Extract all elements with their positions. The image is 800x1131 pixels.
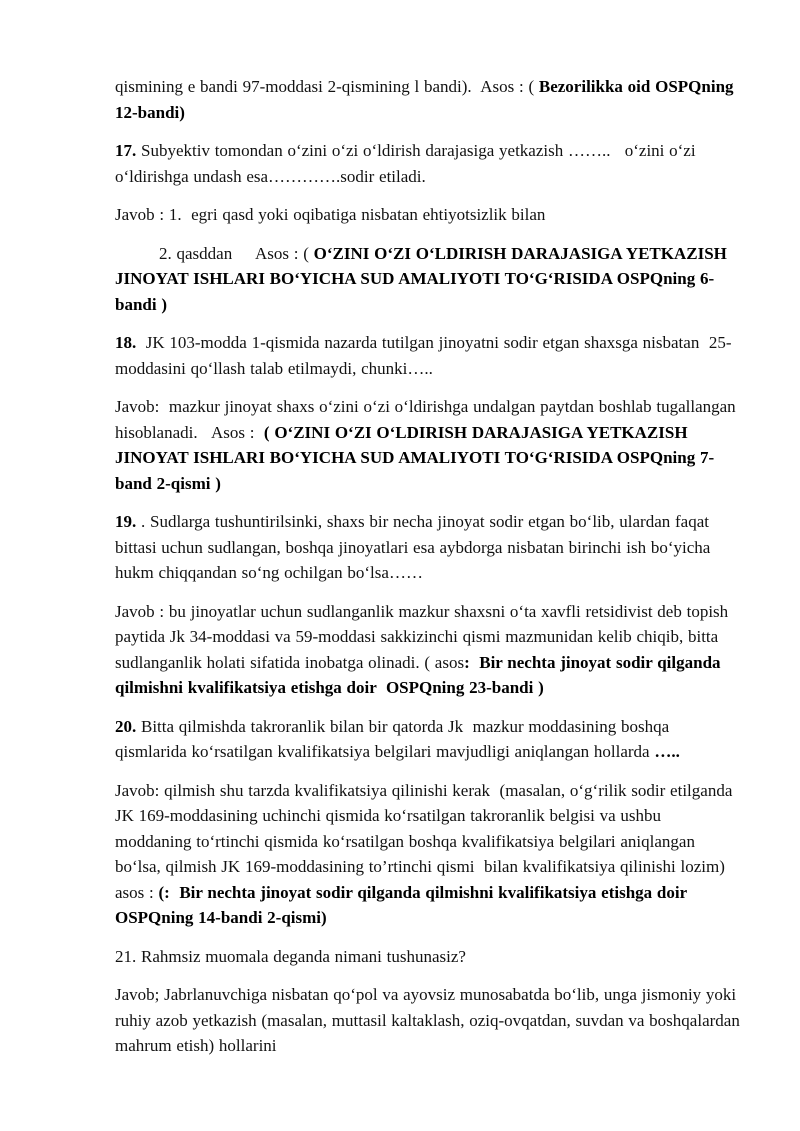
bold-text-run: 18.	[115, 333, 137, 352]
text-run: JK 103-modda 1-qismida nazarda tutilgan jinoyatni sodir etgan shaxsga nisbatan 25-moddasini qo‘llash talab etilmaydi, chunki…..	[115, 333, 732, 378]
text-run: Javob: qilmish shu tarzda kvalifikatsiya qilinishi kerak (masalan, o‘g‘rilik sodir etilganda JK 169-moddasining uchinchi qismida ko‘rsatilgan takroranlik belgisi va ushbu moddaning to‘rtinchi qismida ko‘rsatilgan boshqa kvalifikatsiya belgilari aniqlangan bo‘lsa, qilmish JK 169-moddasining to’rtinchi qismi bilan kvalifikatsiya qilinishi lozim) asos :	[115, 780, 738, 902]
paragraph-1	[115, 74, 740, 125]
paragraph-3	[115, 202, 740, 228]
paragraph-5	[115, 330, 740, 381]
bold-text-run: O‘ZINI O‘ZI O‘LDIRISH DARAJASIGA YETKAZISH JINOYAT ISHLARI BO‘YICHA SUD AMALIYOTI TO‘G‘RISIDA OSPQning 6-bandi )	[115, 243, 732, 314]
paragraph-10	[115, 778, 740, 931]
bold-text-run: 19.	[115, 512, 137, 531]
bold-text-run: …..	[654, 742, 680, 761]
paragraph-6	[115, 394, 740, 496]
paragraph-2	[115, 138, 740, 189]
paragraph-9	[115, 714, 740, 765]
bold-text-run: : Bir nechta jinoyat sodir qilganda qilmishni kvalifikatsiya etishga doir OSPQning 23-bandi )	[115, 652, 726, 697]
paragraph-8	[115, 599, 740, 701]
text-run: Javob: mazkur jinoyat shaxs o‘zini o‘zi o‘ldirishga undalgan paytdan boshlab tugallangan hisoblanadi. Asos :	[115, 397, 741, 442]
document-content	[115, 74, 745, 1059]
text-run: Bitta qilmishda takroranlik bilan bir qatorda Jk mazkur moddasining boshqa qismlarida ko‘rsatilgan kvalifikatsiya belgilari mavjudligi aniqlangan hollarda	[115, 716, 674, 761]
bold-text-run: 20.	[115, 716, 137, 736]
text-run: 2. qasddan Asos : (	[159, 243, 314, 263]
paragraph-11	[115, 944, 740, 970]
text-run: . Sudlarga tushuntirilsinki, shaxs bir necha jinoyat sodir etgan bo‘lib, ulardan faqat bittasi uchun sudlangan, boshqa jinoyatlari esa aybdorga nisbatan birinchi ish bo‘yicha hukm chiqqandan so‘ng ochilgan bo‘lsa……	[115, 512, 716, 582]
bold-text-run: ( O‘ZINI O‘ZI O‘LDIRISH DARAJASIGA YETKAZISH JINOYAT ISHLARI BO‘YICHA SUD AMALIYOTI TO‘G‘RISIDA OSPQning 7-band 2-qismi )	[115, 422, 715, 493]
bold-text-run: Bezorilikka oid OSPQning 12-bandi)	[115, 77, 739, 122]
paragraph-12	[115, 982, 745, 1059]
text-run: qismining e bandi 97-moddasi 2-qismining l bandi). Asos : (	[115, 77, 539, 96]
bold-text-run: 17.	[115, 141, 137, 160]
text-run: Subyektiv tomondan o‘zini o‘zi o‘ldirish darajasiga yetkazish …….. o‘zini o‘zi o‘ldirishga undash esa………….sodir etiladi.	[115, 141, 701, 186]
bold-text-run: (: Bir nechta jinoyat sodir qilganda qilmishni kvalifikatsiya etishga doir OSPQning 14-bandi 2-qismi)	[115, 882, 697, 927]
text-run: 21. Rahmsiz muomala deganda nimani tushunasiz?	[115, 946, 466, 966]
paragraph-4	[115, 241, 740, 318]
paragraph-7	[115, 509, 740, 586]
text-run: Javob : bu jinoyatlar uchun sudlanganlik mazkur shaxsni o‘ta xavfli retsidivist deb topish paytida Jk 34-moddasi va 59-moddasi sakkizinchi qismi mazmunidan kelib chiqib, bitta sudlanganlik holati sifatida inobatga olinadi. ( asos	[115, 601, 733, 672]
text-run: Javob; Jabrlanuvchiga nisbatan qo‘pol va ayovsiz munosabatda bo‘lib, unga jismoniy yoki ruhiy azob yetkazish (masalan, muttasil kaltaklash, oziq-ovqatdan, suvdan va boshqalardan mahrum etish) hollarini	[115, 985, 745, 1055]
text-run: Javob : 1. egri qasd yoki oqibatiga nisbatan ehtiyotsizlik bilan	[115, 205, 546, 224]
